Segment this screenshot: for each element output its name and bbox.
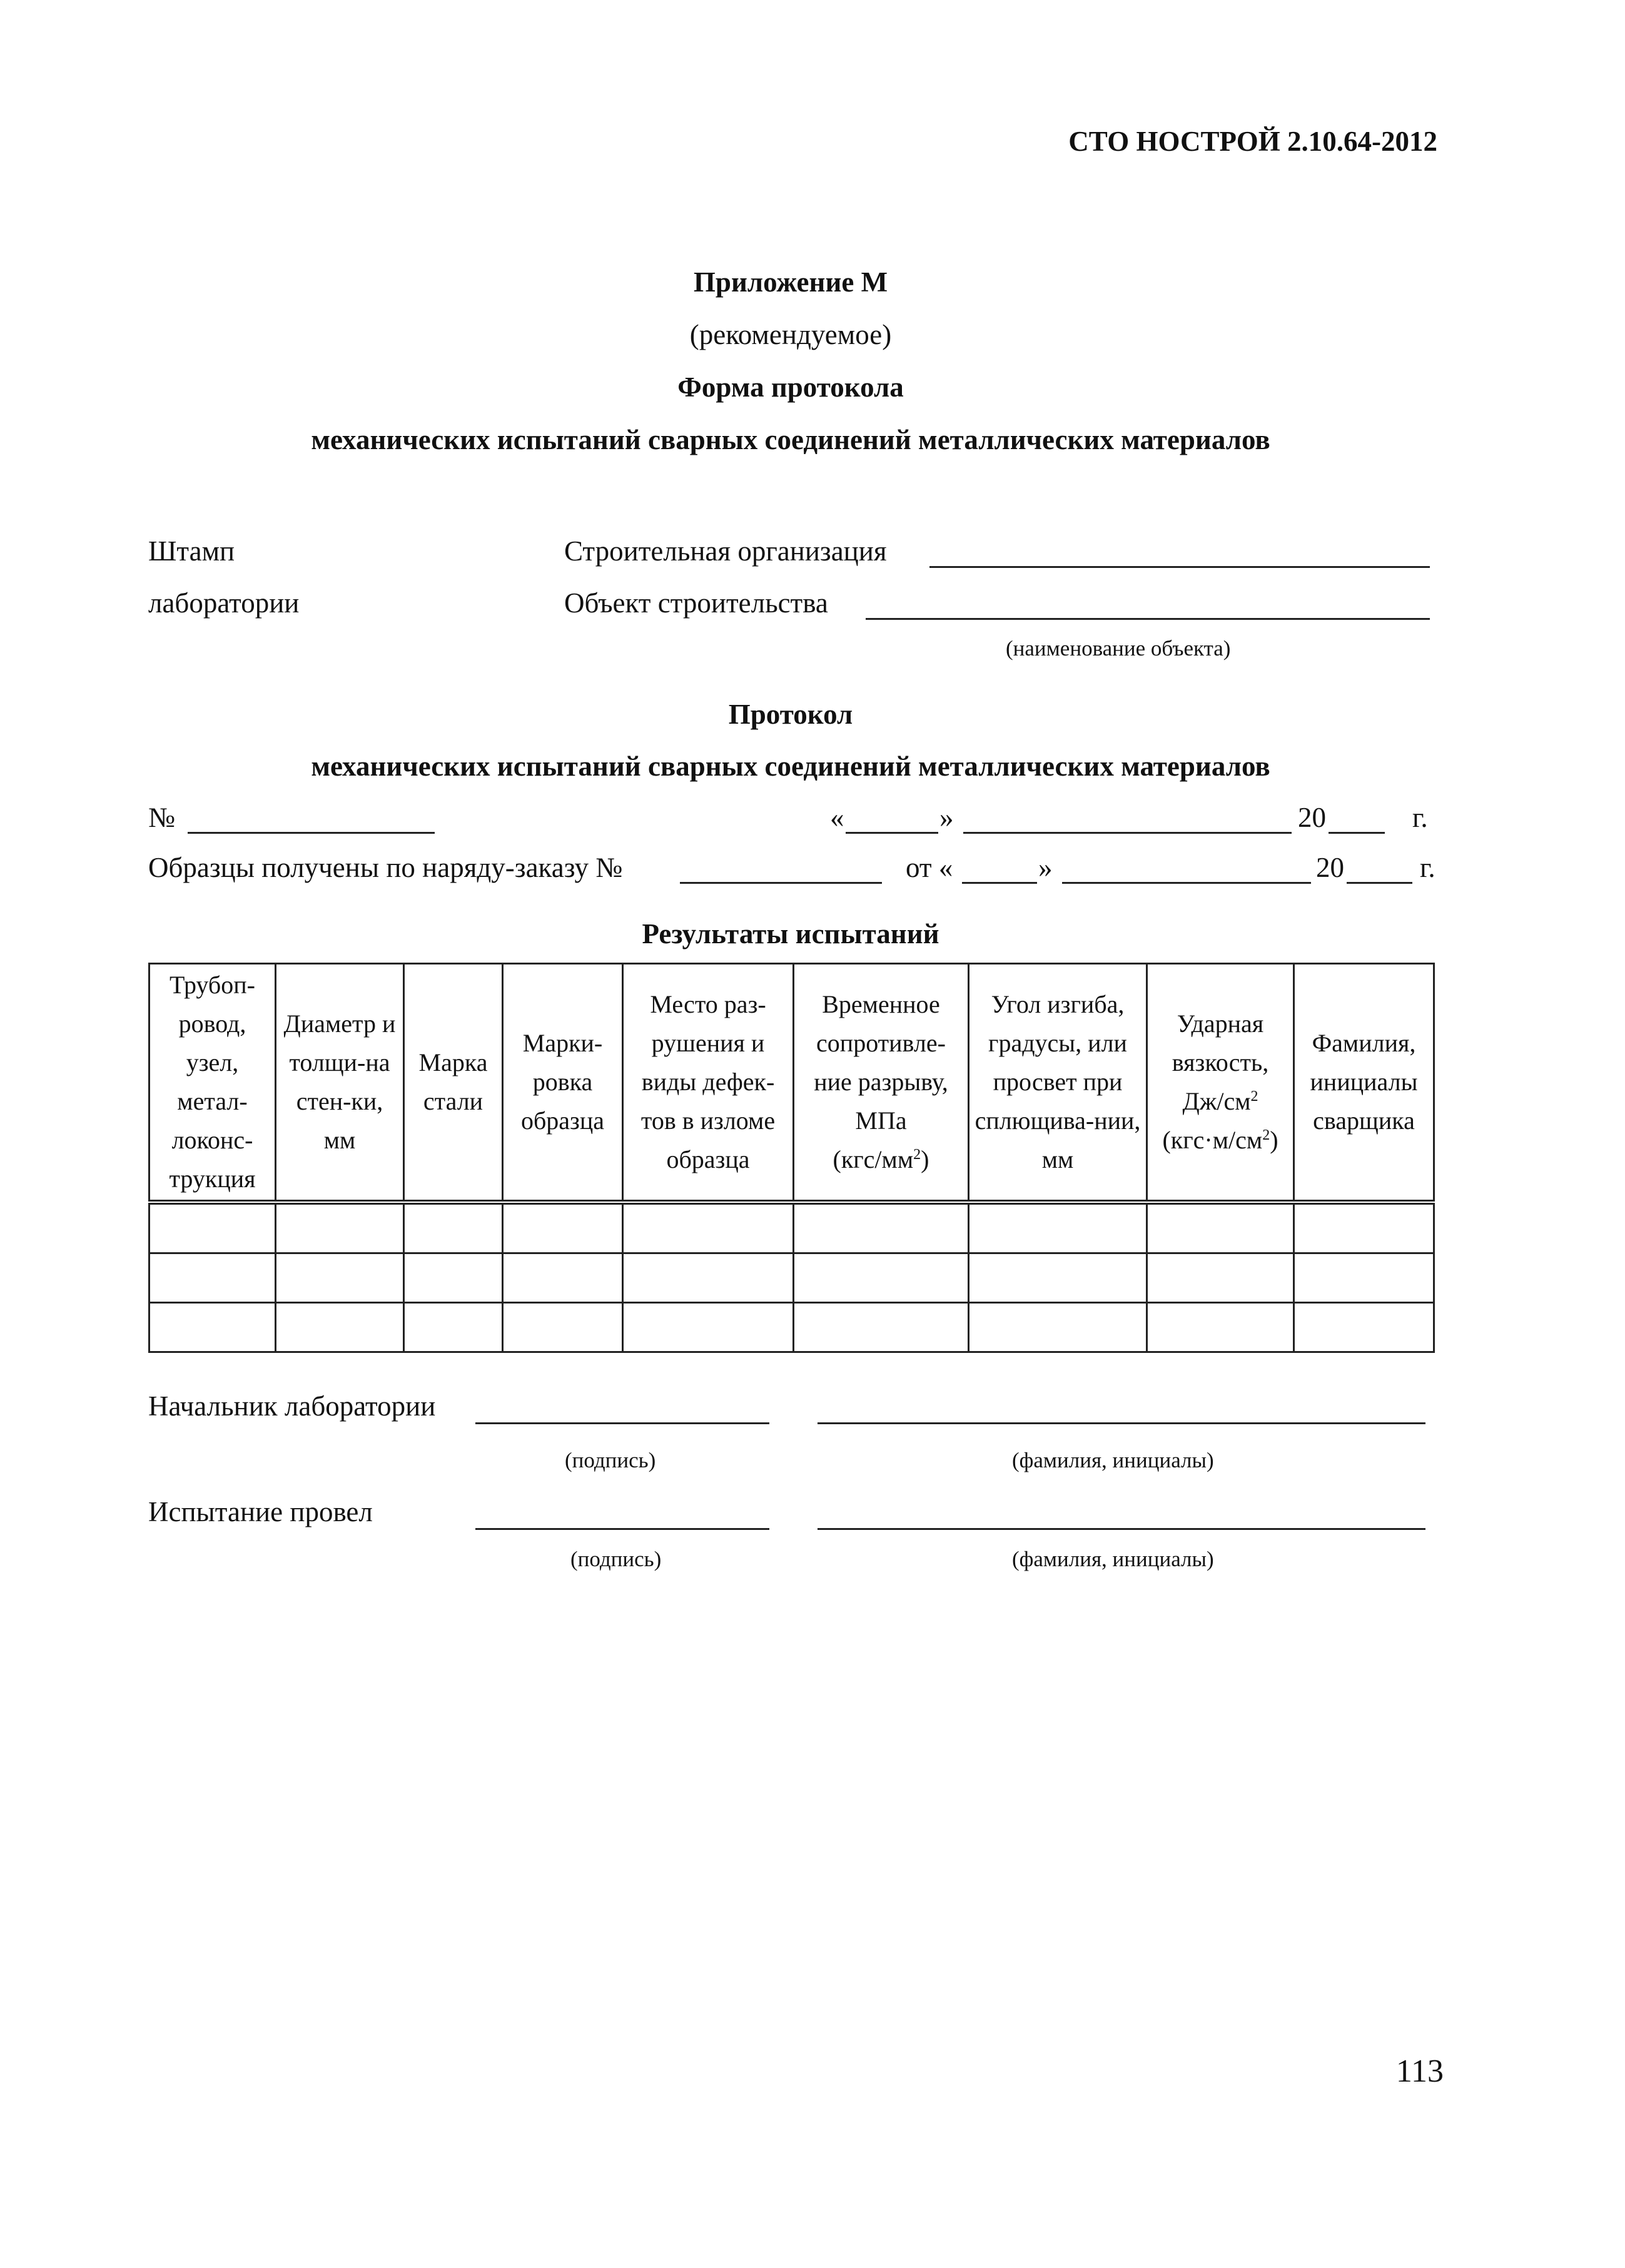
tester-name-caption: (фамилия, инициалы)	[1012, 1547, 1214, 1571]
appendix-title: Приложение М	[693, 266, 888, 298]
tensile-unit-close: )	[921, 1145, 929, 1173]
object-field[interactable]	[866, 618, 1430, 620]
tensile-unit-superscript: 2	[913, 1147, 921, 1163]
table-cell[interactable]	[1294, 1202, 1434, 1253]
table-cell[interactable]	[404, 1253, 503, 1303]
table-cell[interactable]	[794, 1202, 969, 1253]
table-cell[interactable]	[149, 1303, 276, 1352]
date-quote-open: «	[830, 802, 844, 833]
samples-year-suffix: г.	[1420, 852, 1435, 883]
tester-label: Испытание провел	[148, 1496, 373, 1527]
table-cell[interactable]	[149, 1253, 276, 1303]
results-title: Результаты испытаний	[642, 918, 939, 949]
col-header-tensile-strength	[794, 964, 969, 1203]
form-title: Форма протокола	[677, 372, 904, 403]
table-cell[interactable]	[276, 1303, 404, 1352]
table-cell[interactable]	[1294, 1253, 1434, 1303]
tensile-strength-label: Временное сопротивле-ние разрыву, МПа	[814, 990, 948, 1135]
date-month-field[interactable]	[963, 832, 1292, 834]
head-of-lab-label: Начальник лаборатории	[148, 1390, 436, 1422]
protocol-subtitle: механических испытаний сварных соединений металлических материалов	[311, 751, 1270, 782]
col-header-pipeline: Трубоп-ровод, узел, метал-локонс-трукция	[149, 964, 276, 1203]
head-sign-caption: (подпись)	[565, 1448, 656, 1472]
object-label: Объект строительства	[564, 587, 828, 619]
impact-strength-unit: (кгс·м/см	[1162, 1126, 1263, 1154]
protocol-number-field[interactable]	[188, 832, 435, 834]
table-row	[149, 1303, 1434, 1352]
table-cell[interactable]	[623, 1202, 794, 1253]
samples-label: Образцы получены по наряду-заказу №	[148, 852, 623, 883]
page-number: 113	[1395, 2053, 1444, 2089]
samples-month-field[interactable]	[1062, 882, 1311, 884]
table-cell[interactable]	[149, 1202, 276, 1253]
table-cell[interactable]	[969, 1303, 1147, 1352]
impact-unit-close: )	[1270, 1126, 1278, 1154]
stamp-label: Штамп	[148, 535, 235, 567]
table-cell[interactable]	[1147, 1253, 1294, 1303]
table-cell[interactable]	[1147, 1202, 1294, 1253]
table-cell[interactable]	[1294, 1303, 1434, 1352]
head-signature-field[interactable]	[475, 1422, 769, 1424]
impact-unit-superscript: 2	[1250, 1088, 1258, 1105]
samples-from-label: от «	[906, 852, 953, 883]
tester-signature-field[interactable]	[475, 1528, 769, 1530]
table-cell[interactable]	[276, 1253, 404, 1303]
number-label: №	[148, 802, 175, 833]
table-cell[interactable]	[969, 1202, 1147, 1253]
table-cell[interactable]	[276, 1202, 404, 1253]
col-header-welder-name: Фамилия, инициалы сварщика	[1294, 964, 1434, 1203]
object-caption: (наименование объекта)	[1006, 636, 1231, 661]
tensile-strength-unit: (кгс/мм	[833, 1145, 914, 1173]
table-cell[interactable]	[623, 1303, 794, 1352]
table-cell[interactable]	[503, 1202, 623, 1253]
tester-sign-caption: (подпись)	[570, 1547, 662, 1571]
document-code: СТО НОСТРОЙ 2.10.64-2012	[1068, 126, 1437, 157]
date-year-prefix: 20	[1298, 802, 1326, 833]
col-header-fracture: Место раз-рушения и виды дефек-тов в изломе образца	[623, 964, 794, 1203]
order-number-field[interactable]	[680, 882, 882, 884]
org-label: Строительная организация	[564, 535, 887, 567]
table-header-row	[149, 964, 1434, 1203]
table-row	[149, 1202, 1434, 1253]
table-cell[interactable]	[404, 1202, 503, 1253]
org-field[interactable]	[929, 566, 1430, 568]
table-cell[interactable]	[1147, 1303, 1294, 1352]
date-year-field[interactable]	[1329, 832, 1385, 834]
impact-unit2-superscript: 2	[1262, 1127, 1270, 1143]
date-day-field[interactable]	[846, 832, 938, 834]
table-cell[interactable]	[969, 1253, 1147, 1303]
table-cell[interactable]	[794, 1303, 969, 1352]
col-header-impact-strength	[1147, 964, 1294, 1203]
samples-year-prefix: 20	[1316, 852, 1344, 883]
protocol-title: Протокол	[728, 699, 853, 730]
head-name-field[interactable]	[818, 1422, 1425, 1424]
table-cell[interactable]	[404, 1303, 503, 1352]
col-header-bend-angle: Угол изгиба, градусы, или просвет при сплющива-нии, мм	[969, 964, 1147, 1203]
form-subtitle: механических испытаний сварных соединений металлических материалов	[311, 424, 1270, 455]
table-cell[interactable]	[794, 1253, 969, 1303]
results-table	[148, 963, 1435, 1353]
col-header-diameter: Диаметр и толщи-на стен-ки, мм	[276, 964, 404, 1203]
impact-strength-label: Ударная вязкость, Дж/см	[1172, 1010, 1269, 1115]
table-row	[149, 1253, 1434, 1303]
stamp-label-lab: лаборатории	[148, 587, 300, 619]
table-cell[interactable]	[623, 1253, 794, 1303]
col-header-sample-marking: Марки-ровка образца	[503, 964, 623, 1203]
date-quote-close: »	[939, 802, 954, 833]
samples-quote-close: »	[1038, 852, 1053, 883]
head-name-caption: (фамилия, инициалы)	[1012, 1448, 1214, 1472]
col-header-steel-grade: Марка стали	[404, 964, 503, 1203]
tester-name-field[interactable]	[818, 1528, 1425, 1530]
date-year-suffix: г.	[1412, 802, 1428, 833]
table-cell[interactable]	[503, 1303, 623, 1352]
table-cell[interactable]	[503, 1253, 623, 1303]
samples-day-field[interactable]	[962, 882, 1037, 884]
appendix-status: (рекомендуемое)	[689, 319, 892, 350]
samples-year-field[interactable]	[1347, 882, 1412, 884]
